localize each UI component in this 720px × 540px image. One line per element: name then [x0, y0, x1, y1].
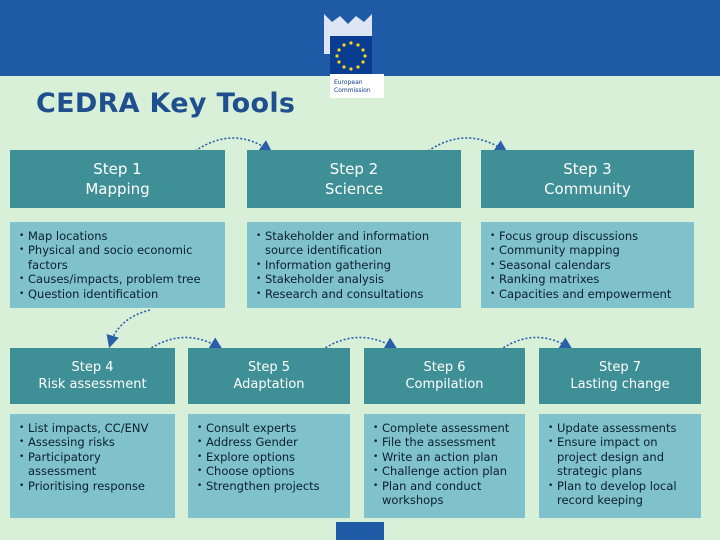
- step-5-header: [188, 348, 350, 404]
- step-1-header: [10, 150, 225, 208]
- step-title: Step 5: [247, 360, 290, 375]
- tool-item: • Community mapping: [490, 243, 686, 257]
- tool-item: • Question identification: [19, 287, 217, 301]
- step-3-header: [481, 150, 694, 208]
- step-2-tools: [247, 222, 461, 308]
- step-title: Step 3: [563, 160, 612, 178]
- step-subtitle: Mapping: [85, 180, 150, 198]
- tool-item: • Physical and socio economic factors: [19, 243, 217, 272]
- svg-text:European: European: [334, 79, 363, 86]
- step-subtitle: Risk assessment: [38, 377, 147, 392]
- step-7-header: [539, 348, 701, 404]
- tool-item: • Prioritising response: [19, 479, 167, 493]
- tool-item: • Stakeholder analysis: [256, 272, 453, 286]
- tool-item: • Update assessments: [548, 421, 693, 435]
- tool-item: • File the assessment: [373, 435, 517, 449]
- tool-item: • Complete assessment: [373, 421, 517, 435]
- tool-item: • Seasonal calendars: [490, 258, 686, 272]
- step-subtitle: Science: [324, 180, 384, 198]
- tool-item: • Consult experts: [197, 421, 342, 435]
- tool-item: • Choose options: [197, 464, 342, 478]
- tool-item: • Participatory assessment: [19, 450, 167, 479]
- tool-item: • Causes/impacts, problem tree: [19, 272, 217, 286]
- tool-item: • Research and consultations: [256, 287, 453, 301]
- step-title: Step 2: [329, 160, 379, 178]
- arrow-step3-step4: [110, 310, 150, 345]
- step-3-tools: [481, 222, 694, 308]
- step-4-header: [10, 348, 175, 404]
- tool-item: • Information gathering: [256, 258, 453, 272]
- tool-item: • Address Gender: [197, 435, 342, 449]
- step-title: Step 1: [93, 160, 142, 178]
- tool-item: • Plan to develop local record keeping: [548, 479, 693, 508]
- step-title: Step 6: [423, 360, 466, 375]
- tool-item: • Explore options: [197, 450, 342, 464]
- bottom-tab: [336, 522, 384, 540]
- tool-item: • Stakeholder and information source identification: [256, 229, 453, 258]
- step-subtitle: Lasting change: [570, 377, 670, 392]
- tool-item: • Ensure impact on project design and strategic plans: [548, 435, 693, 478]
- tool-item: • Write an action plan: [373, 450, 517, 464]
- step-4-tools: [10, 414, 175, 518]
- tool-item: • Focus group discussions: [490, 229, 686, 243]
- step-6-header: [364, 348, 525, 404]
- tool-item: • Ranking matrixes: [490, 272, 686, 286]
- step-subtitle: Compilation: [405, 377, 484, 392]
- tool-item: • Plan and conduct workshops: [373, 479, 517, 508]
- step-6-tools: [364, 414, 525, 518]
- tool-item: • Assessing risks: [19, 435, 167, 449]
- step-5-tools: [188, 414, 350, 518]
- step-subtitle: Community: [544, 180, 631, 198]
- step-title: Step 7: [598, 360, 641, 375]
- tool-item: • Strengthen projects: [197, 479, 342, 493]
- step-2-header: [247, 150, 461, 208]
- svg-text:Commission: Commission: [334, 87, 371, 94]
- tool-item: • List impacts, CC/ENV: [19, 421, 167, 435]
- tool-item: • Challenge action plan: [373, 464, 517, 478]
- step-1-tools: [10, 222, 225, 308]
- tool-item: • Capacities and empowerment: [490, 287, 686, 301]
- page-title: CEDRA Key Tools: [36, 88, 296, 119]
- step-subtitle: Adaptation: [233, 377, 305, 392]
- step-7-tools: [539, 414, 701, 518]
- tool-item: • Map locations: [19, 229, 217, 243]
- step-title: Step 4: [71, 360, 114, 375]
